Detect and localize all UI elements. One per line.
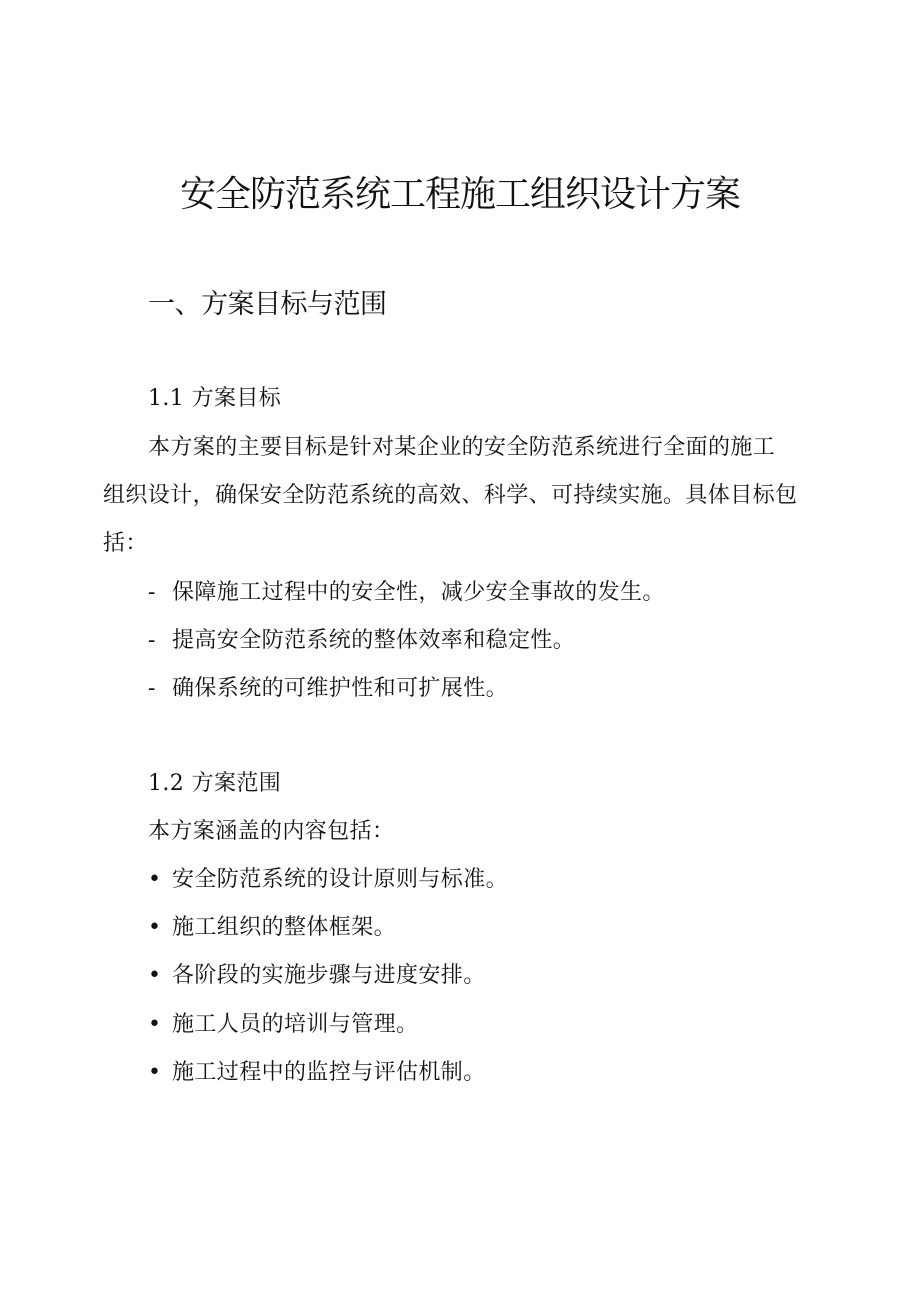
scope-item-text: 施工组织的整体框架。 [172, 915, 397, 940]
goal-item-text: 提高安全防范系统的整体效率和稳定性。 [172, 628, 576, 653]
document-title: 安全防范系统工程施工组织设计方案 [179, 174, 740, 215]
bullet-marker: • [148, 867, 162, 892]
subsection-heading-goals: 1.1 方案目标 [148, 386, 282, 411]
dash-marker: - [148, 580, 156, 605]
goals-paragraph-line-2: 组织设计，确保安全防范系统的高效、科学、可持续实施。具体目标包 [103, 483, 798, 508]
section-heading: 一、方案目标与范围 [148, 289, 387, 320]
goal-list-item [148, 576, 665, 610]
scope-list-item [148, 959, 486, 993]
bullet-marker: • [148, 1060, 162, 1085]
goal-list-item [148, 624, 575, 658]
scope-list-item [148, 911, 396, 945]
scope-intro: 本方案涵盖的内容包括： [148, 819, 395, 844]
goals-paragraph-line-3: 括： [103, 531, 148, 556]
bullet-marker: • [148, 1012, 162, 1037]
scope-list-item [148, 1008, 418, 1042]
scope-item-text: 安全防范系统的设计原则与标准。 [172, 867, 509, 892]
goal-list-item [148, 672, 508, 706]
scope-list-item [148, 1056, 486, 1090]
scope-item-text: 各阶段的实施步骤与进度安排。 [172, 963, 486, 988]
scope-item-text: 施工人员的培训与管理。 [172, 1012, 419, 1037]
subsection-heading-scope: 1.2 方案范围 [148, 771, 282, 796]
goal-item-text: 保障施工过程中的安全性，减少安全事故的发生。 [172, 580, 665, 605]
goals-paragraph-line-1: 本方案的主要目标是针对某企业的安全防范系统进行全面的施工 [148, 435, 776, 460]
scope-list-item [148, 863, 508, 897]
bullet-marker: • [148, 963, 162, 988]
bullet-marker: • [148, 915, 162, 940]
dash-marker: - [148, 628, 156, 653]
goal-item-text: 确保系统的可维护性和可扩展性。 [172, 676, 509, 701]
dash-marker: - [148, 676, 156, 701]
scope-item-text: 施工过程中的监控与评估机制。 [172, 1060, 486, 1085]
